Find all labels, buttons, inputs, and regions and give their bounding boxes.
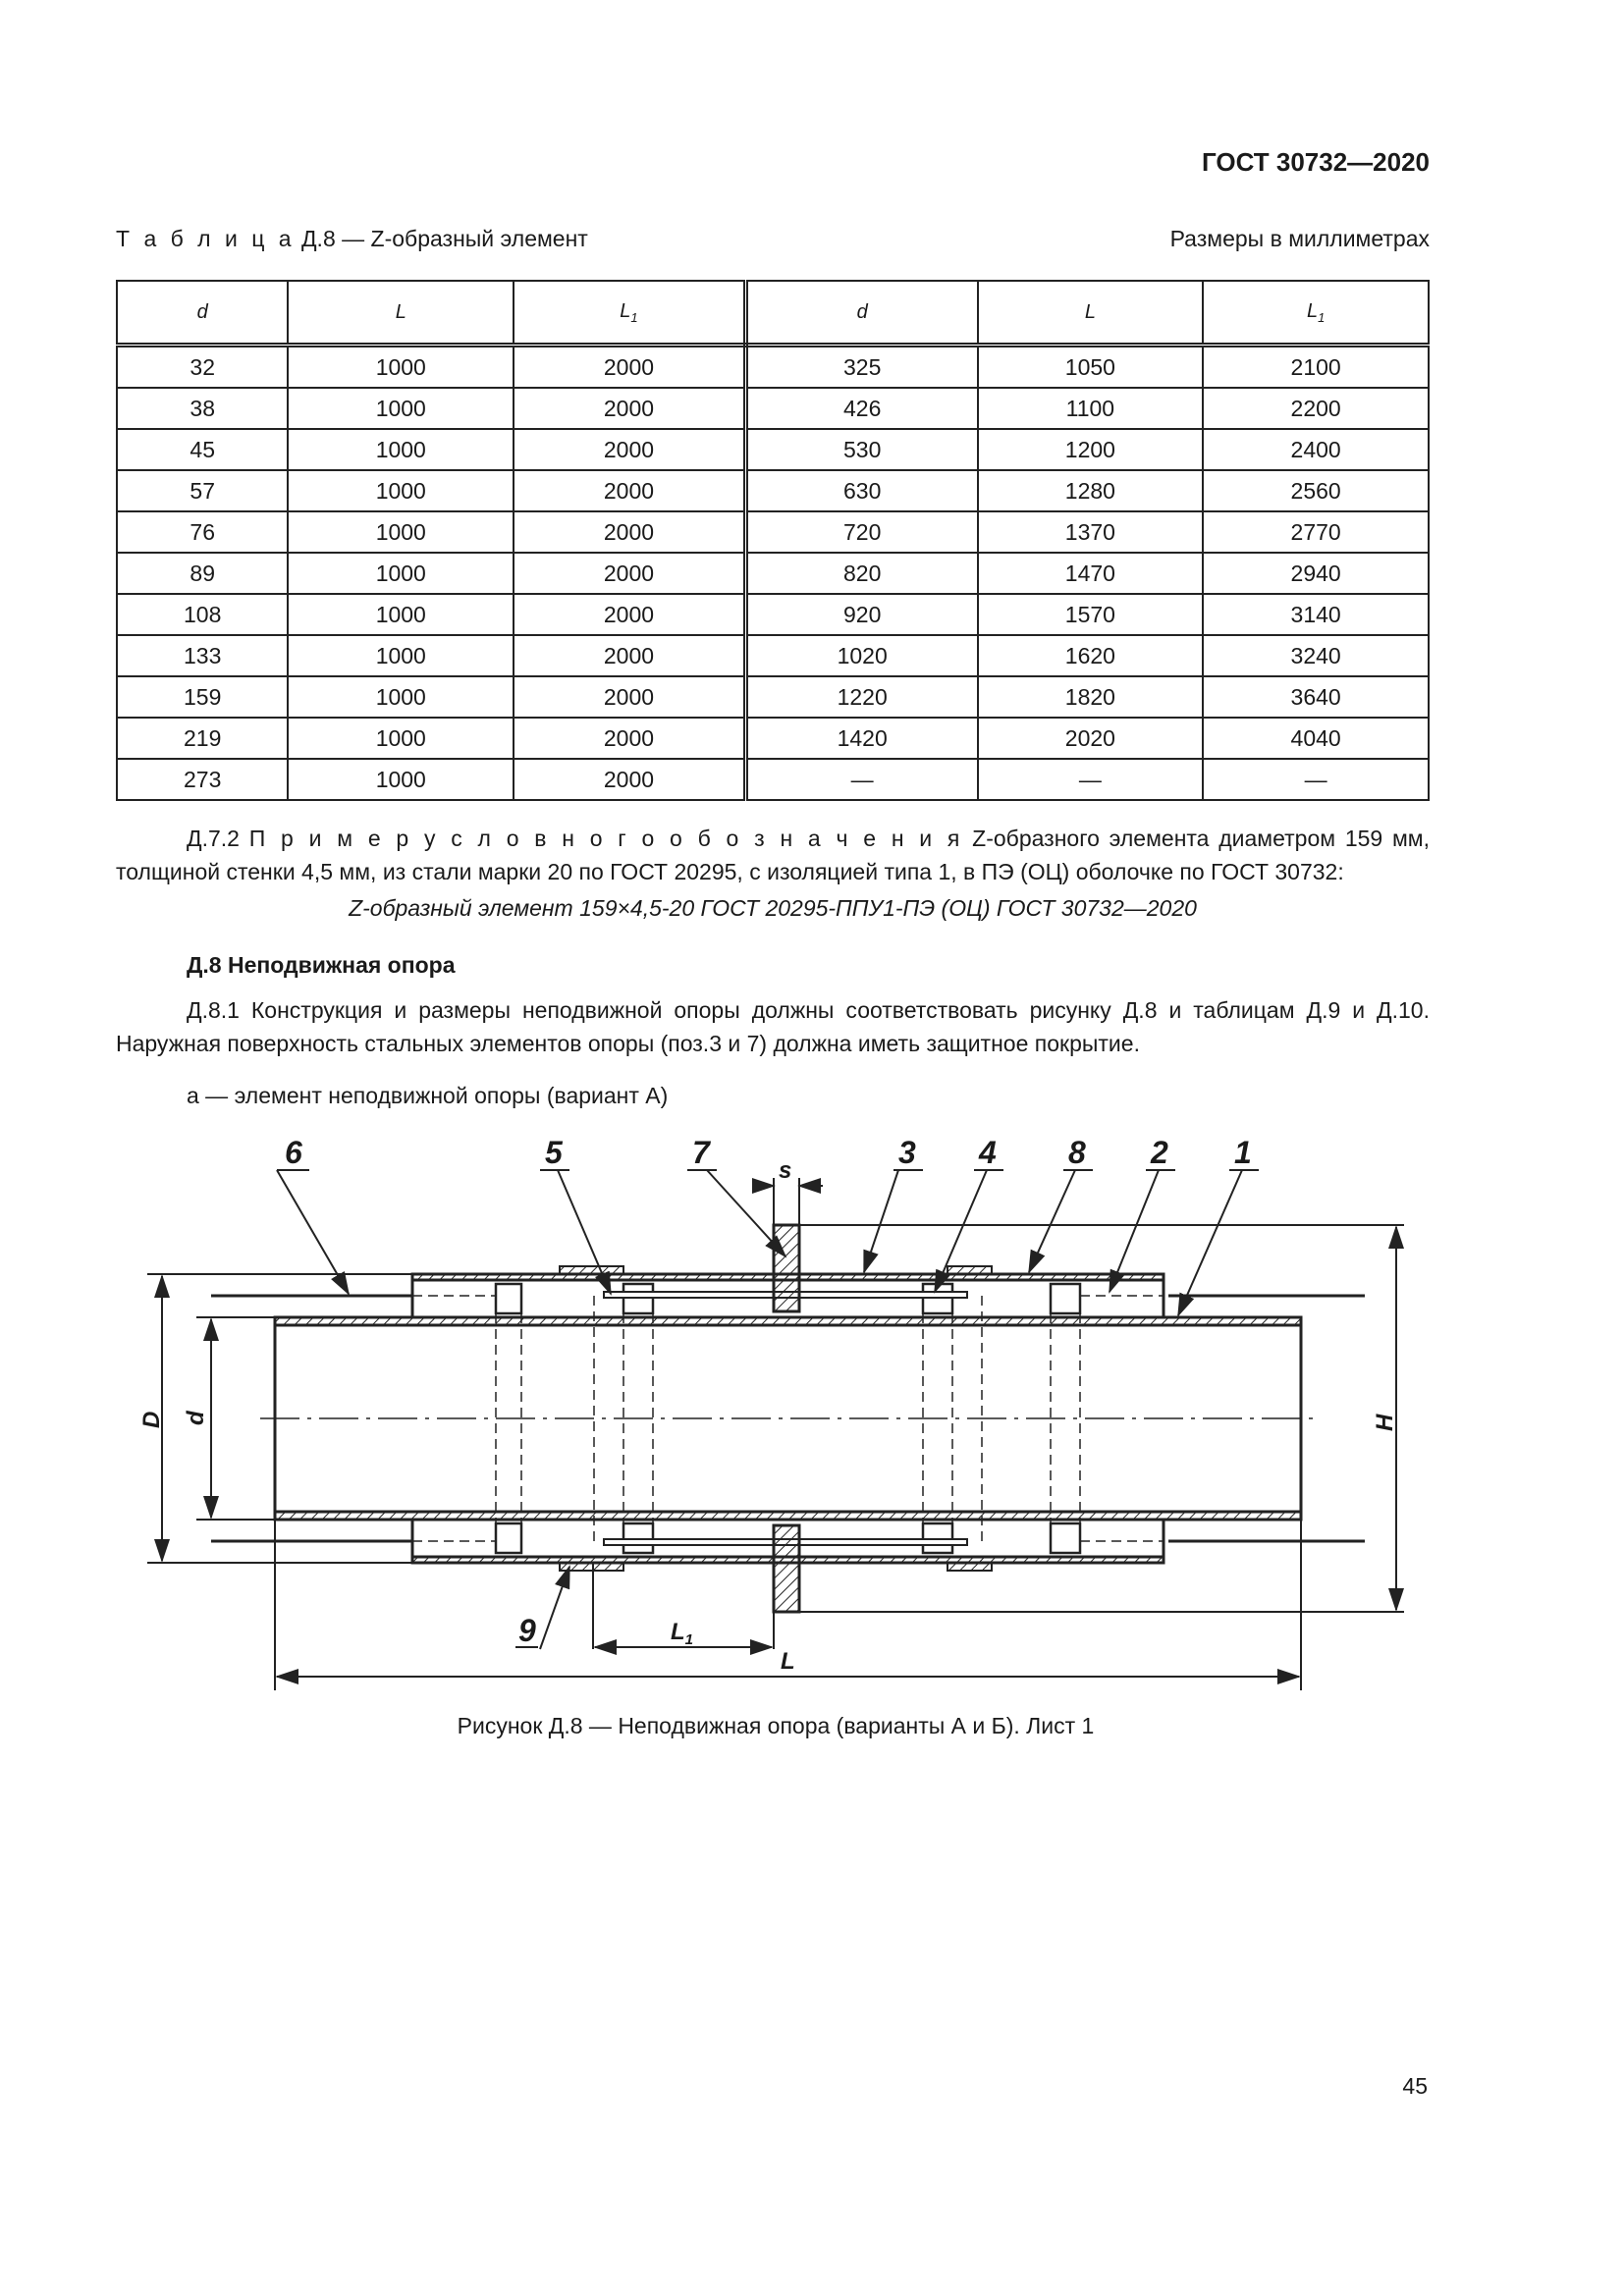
table-cell: 4040 (1203, 718, 1429, 759)
table-cell: 2000 (514, 429, 745, 470)
page-number: 45 (1402, 2073, 1428, 2099)
table-row (117, 718, 1429, 759)
table-cell: 3140 (1203, 594, 1429, 635)
table-caption-prefix: Т а б л и ц а (116, 226, 296, 251)
table-cell: 2020 (978, 718, 1204, 759)
table-cell: 1000 (288, 470, 514, 511)
header-d-left: d (117, 281, 288, 346)
figure-sublabel: а — элемент неподвижной опоры (вариант А) (187, 1083, 669, 1108)
table-row (117, 635, 1429, 676)
dim-d: d (183, 1411, 209, 1425)
table-cell: 2940 (1203, 553, 1429, 594)
table-cell: 2560 (1203, 470, 1429, 511)
table-cell: 720 (745, 511, 977, 553)
label-5: 5 (545, 1135, 563, 1170)
table-cell: 1820 (978, 676, 1204, 718)
label-9: 9 (518, 1613, 536, 1648)
table-cell: 1470 (978, 553, 1204, 594)
paragraph-d81: Д.8.1 Конструкция и размеры неподвижной опоры должны соответствовать рисунку Д.8 и таблицам Д.9 и Д.10. Наружная поверхность стальных элементов опоры (поз.3 и 7) должна иметь защитное покрытие. (116, 997, 1430, 1056)
dim-s: s (779, 1157, 792, 1184)
table-cell: 32 (117, 346, 288, 389)
table-cell: 1420 (745, 718, 977, 759)
table-cell: 630 (745, 470, 977, 511)
label-3: 3 (898, 1135, 916, 1170)
table-cell: 1200 (978, 429, 1204, 470)
table-cell: 45 (117, 429, 288, 470)
table-cell: — (1203, 759, 1429, 800)
table-cell: 2100 (1203, 346, 1429, 389)
table-caption (116, 226, 588, 252)
header-L1-right: $L_1$ (1203, 281, 1429, 346)
table-cell: 3240 (1203, 635, 1429, 676)
header-L-right: L (978, 281, 1204, 346)
header-L1-left: $L_1$ (514, 281, 745, 346)
table-units: Размеры в миллиметрах (1169, 226, 1430, 251)
leader-lines (277, 1170, 1242, 1649)
table-cell: 1000 (288, 388, 514, 429)
figure-caption: Рисунок Д.8 — Неподвижная опора (варианты А и Б). Лист 1 (457, 1713, 1095, 1738)
table-row (117, 676, 1429, 718)
table-cell: 2000 (514, 676, 745, 718)
table-row (117, 594, 1429, 635)
table-header-row (117, 281, 1429, 346)
table-body (117, 346, 1429, 801)
table-cell: 1020 (745, 635, 977, 676)
position-labels (277, 1135, 1259, 1648)
label-2: 2 (1151, 1135, 1168, 1170)
table-cell: 1000 (288, 553, 514, 594)
table-cell: 133 (117, 635, 288, 676)
table-cell: 1570 (978, 594, 1204, 635)
dimension-labels (138, 1157, 1398, 1675)
table-cell: 1000 (288, 759, 514, 800)
table-row (117, 470, 1429, 511)
table-cell: 1370 (978, 511, 1204, 553)
dim-D: D (138, 1411, 165, 1428)
fixed-support-drawing (0, 1119, 1624, 1708)
table-cell: 2000 (514, 511, 745, 553)
table-cell: 2000 (514, 553, 745, 594)
table-cell: 1000 (288, 511, 514, 553)
label-8: 8 (1068, 1135, 1086, 1170)
dimension-lines (147, 1178, 1396, 1690)
table-cell: 325 (745, 346, 977, 389)
table-row (117, 511, 1429, 553)
table-cell: 820 (745, 553, 977, 594)
table-cell: 159 (117, 676, 288, 718)
table-cell: 3640 (1203, 676, 1429, 718)
table-cell: 1620 (978, 635, 1204, 676)
table-cell: 1280 (978, 470, 1204, 511)
table-cell: 2000 (514, 718, 745, 759)
table-row (117, 429, 1429, 470)
table-cell: 273 (117, 759, 288, 800)
table-cell: 2200 (1203, 388, 1429, 429)
paragraph-d72: Д.7.2 П р и м е р у с л о в н о г о о б о з н а ч е н и я Z-образного элемента диаметром 159 мм, толщиной стенки 4,5 мм, из стали марки 20 по ГОСТ 20295, с изоляцией типа 1, в ПЭ (ОЦ) оболочке по ГОСТ 30732: (116, 826, 1431, 884)
table-cell: 76 (117, 511, 288, 553)
table-cell: 530 (745, 429, 977, 470)
table-cell: 1000 (288, 594, 514, 635)
standard-number: ГОСТ 30732—2020 (1202, 147, 1430, 177)
table-cell: 1000 (288, 346, 514, 389)
table-cell: 920 (745, 594, 977, 635)
section-heading: Д.8 Неподвижная опора (187, 952, 456, 978)
table-cell: 426 (745, 388, 977, 429)
table-cell: 2000 (514, 388, 745, 429)
table-cell: 1100 (978, 388, 1204, 429)
table-cell: 2000 (514, 470, 745, 511)
table-cell: 2000 (514, 635, 745, 676)
table-cell: — (745, 759, 977, 800)
dim-L: L (781, 1648, 795, 1675)
table-cell: 2770 (1203, 511, 1429, 553)
table-cell: 89 (117, 553, 288, 594)
table-cell: 108 (117, 594, 288, 635)
table-cell: 1000 (288, 718, 514, 759)
designation-example: Z-образный элемент 159×4,5-20 ГОСТ 20295-ППУ1-ПЭ (ОЦ) ГОСТ 30732—2020 (349, 895, 1197, 921)
dim-L1: $L_1$ (671, 1619, 694, 1648)
header-d-right: d (745, 281, 977, 346)
label-1: 1 (1234, 1135, 1252, 1170)
table-cell: 2000 (514, 346, 745, 389)
table-cell: 38 (117, 388, 288, 429)
table-row (117, 759, 1429, 800)
table-cell: 1000 (288, 635, 514, 676)
table-cell: 1050 (978, 346, 1204, 389)
table-row (117, 553, 1429, 594)
table-cell: 2000 (514, 759, 745, 800)
table-cell: 1000 (288, 429, 514, 470)
table-cell: 2400 (1203, 429, 1429, 470)
table-cell: 1000 (288, 676, 514, 718)
table-cell: 57 (117, 470, 288, 511)
table-cell: 2000 (514, 594, 745, 635)
table-cell: 219 (117, 718, 288, 759)
table-cell: — (978, 759, 1204, 800)
table-row (117, 346, 1429, 389)
data-table (116, 280, 1430, 801)
table-cell: 1220 (745, 676, 977, 718)
label-6: 6 (285, 1135, 302, 1170)
table-caption-title: Д.8 — Z-образный элемент (300, 226, 588, 251)
header-L-left: L (288, 281, 514, 346)
dim-H: H (1372, 1414, 1398, 1431)
label-4: 4 (979, 1135, 997, 1170)
label-7: 7 (692, 1135, 710, 1170)
table-row (117, 388, 1429, 429)
